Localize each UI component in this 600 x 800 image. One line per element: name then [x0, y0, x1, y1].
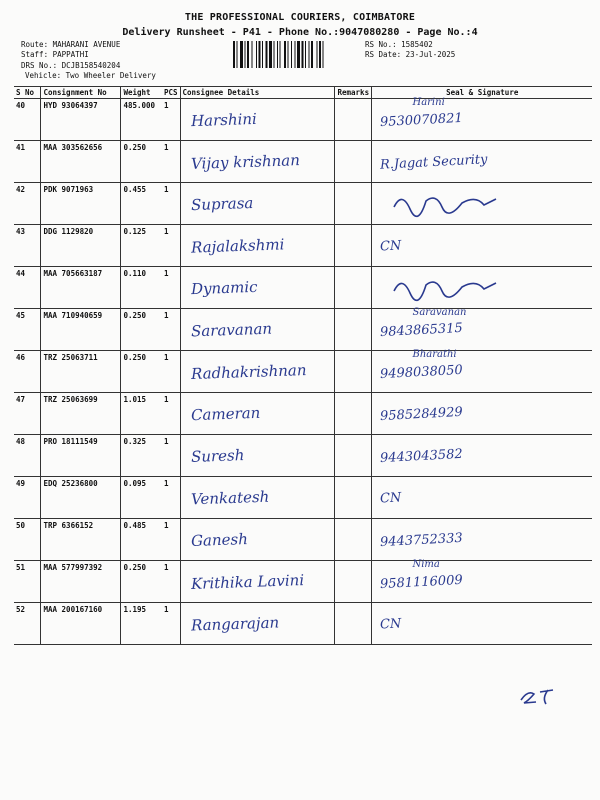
consignee-handwriting: Rangarajan: [190, 613, 279, 635]
consignee-handwriting: Krithika Lavini: [190, 571, 304, 593]
signature-handwriting: R.Jagat Security: [380, 152, 489, 173]
staff-label: Staff: PAPPATHI: [21, 50, 89, 59]
row-pcs: 1: [162, 435, 180, 477]
row-remarks: [335, 519, 372, 561]
row-remarks: [335, 561, 372, 603]
row-consignment: MAA 303562656: [41, 141, 121, 183]
row-remarks: [335, 435, 372, 477]
row-pcs: 1: [162, 225, 180, 267]
consignee-handwriting: Saravanan: [190, 319, 272, 341]
row-sno: 52: [14, 603, 41, 645]
table-row: [14, 183, 592, 225]
row-consignee: [180, 267, 335, 309]
row-weight: 485.000: [121, 99, 162, 141]
table-row: [14, 267, 592, 309]
row-signature: [372, 393, 592, 435]
signature-handwriting: CN: [380, 490, 403, 507]
consignee-handwriting: Suprasa: [190, 193, 254, 215]
signature-handwriting: 9530070821: [380, 110, 464, 131]
col-sno: S No: [14, 87, 41, 99]
signature-handwriting: 9581116009: [380, 572, 464, 593]
row-sno: 47: [14, 393, 41, 435]
consignee-handwriting: Venkatesh: [190, 487, 270, 509]
row-pcs: 1: [162, 477, 180, 519]
row-sno: 48: [14, 435, 41, 477]
row-consignee: [180, 561, 335, 603]
row-consignee: [180, 435, 335, 477]
row-weight: 0.455: [121, 183, 162, 225]
row-consignment: DDG 1129820: [41, 225, 121, 267]
row-remarks: [335, 351, 372, 393]
row-pcs: 1: [162, 267, 180, 309]
row-sno: 45: [14, 309, 41, 351]
row-consignment: PRO 18111549: [41, 435, 121, 477]
signature-handwriting: CN: [380, 238, 403, 255]
row-remarks: [335, 141, 372, 183]
row-consignment: PDK 9071963: [41, 183, 121, 225]
table-row: [14, 99, 592, 141]
row-sno: 43: [14, 225, 41, 267]
signature-note-handwriting: Bharathi: [412, 349, 457, 360]
row-consignee: [180, 225, 335, 267]
row-weight: 0.095: [121, 477, 162, 519]
row-consignee: [180, 477, 335, 519]
company-title: THE PROFESSIONAL COURIERS, COIMBATORE: [184, 12, 416, 23]
consignee-handwriting: Rajalakshmi: [190, 235, 285, 257]
row-signature: [372, 435, 592, 477]
row-signature: [372, 183, 592, 225]
row-remarks: [335, 267, 372, 309]
table-row: [14, 603, 592, 645]
row-pcs: 1: [162, 309, 180, 351]
drs-label: DRS No.: DCJB158540204: [21, 61, 121, 70]
row-signature: [372, 267, 592, 309]
signature-handwriting: 9585284929: [380, 404, 464, 425]
row-signature: [372, 351, 592, 393]
consignee-handwriting: Radhakrishnan: [190, 360, 307, 384]
table-row: [14, 477, 592, 519]
row-remarks: [335, 99, 372, 141]
row-remarks: [335, 603, 372, 645]
col-seal-signature: Seal & Signature: [372, 87, 592, 99]
consignee-handwriting: Cameran: [190, 403, 261, 425]
consignee-handwriting: Ganesh: [190, 530, 248, 550]
row-signature: [372, 141, 592, 183]
rs-date: RS Date: 23-Jul-2025: [365, 50, 456, 59]
row-sno: 44: [14, 267, 41, 309]
row-weight: 0.250: [121, 351, 162, 393]
row-pcs: 1: [162, 603, 180, 645]
row-weight: 0.110: [121, 267, 162, 309]
row-consignee: [180, 141, 335, 183]
signature-note-handwriting: Harini: [412, 97, 445, 108]
consignee-handwriting: Harshini: [190, 109, 257, 131]
row-consignment: MAA 710940659: [41, 309, 121, 351]
row-signature: [372, 477, 592, 519]
row-pcs: 1: [162, 141, 180, 183]
row-consignee: [180, 309, 335, 351]
col-pcs: PCS: [162, 87, 180, 99]
handwritten-page-mark: [518, 686, 558, 706]
route-label: Route: MAHARANI AVENUE: [21, 40, 121, 49]
row-consignee: [180, 519, 335, 561]
row-signature: [372, 225, 592, 267]
runsheet-subtitle: Delivery Runsheet - P41 - Phone No.:9047080280 - Page No.:4: [122, 27, 478, 38]
row-pcs: 1: [162, 519, 180, 561]
row-pcs: 1: [162, 183, 180, 225]
row-pcs: 1: [162, 393, 180, 435]
row-consignee: [180, 183, 335, 225]
row-consignment: EDQ 25236800: [41, 477, 121, 519]
row-sno: 42: [14, 183, 41, 225]
row-consignment: TRZ 25063711: [41, 351, 121, 393]
table-row: [14, 309, 592, 351]
table-header-row: [14, 87, 592, 99]
row-consignment: MAA 705663187: [41, 267, 121, 309]
row-signature: [372, 603, 592, 645]
row-sno: 50: [14, 519, 41, 561]
table-row: [14, 435, 592, 477]
col-consignment: Consignment No: [41, 87, 121, 99]
row-consignment: TRP 6366152: [41, 519, 121, 561]
rs-number: RS No.: 1585402: [365, 40, 433, 49]
row-consignment: HYD 93064397: [41, 99, 121, 141]
signature-handwriting: 9498038050: [380, 362, 464, 383]
row-weight: 0.250: [121, 561, 162, 603]
table-row: [14, 561, 592, 603]
row-signature: [372, 519, 592, 561]
signature-scribble: [392, 273, 502, 303]
signature-scribble: [392, 189, 502, 219]
table-row: [14, 393, 592, 435]
table-row: [14, 225, 592, 267]
row-remarks: [335, 477, 372, 519]
barcode: [233, 41, 358, 68]
row-consignee: [180, 99, 335, 141]
row-weight: 1.195: [121, 603, 162, 645]
row-remarks: [335, 309, 372, 351]
col-consignee: Consignee Details: [180, 87, 335, 99]
row-sno: 49: [14, 477, 41, 519]
signature-note-handwriting: Saravanan: [412, 307, 467, 318]
row-sno: 51: [14, 561, 41, 603]
row-consignment: MAA 577997392: [41, 561, 121, 603]
signature-handwriting: 9443752333: [380, 530, 464, 551]
row-weight: 0.125: [121, 225, 162, 267]
row-signature: [372, 309, 592, 351]
row-sno: 41: [14, 141, 41, 183]
signature-handwriting: 9443043582: [380, 446, 464, 467]
consignee-handwriting: Dynamic: [190, 277, 258, 299]
row-sno: 40: [14, 99, 41, 141]
table-row: [14, 519, 592, 561]
row-consignee: [180, 393, 335, 435]
row-weight: 0.325: [121, 435, 162, 477]
col-weight: Weight: [121, 87, 162, 99]
row-remarks: [335, 225, 372, 267]
row-weight: 0.485: [121, 519, 162, 561]
table-row: [14, 351, 592, 393]
row-weight: 1.015: [121, 393, 162, 435]
signature-note-handwriting: Nima: [412, 559, 440, 570]
row-signature: [372, 99, 592, 141]
signature-handwriting: 9843865315: [380, 320, 464, 341]
row-consignment: TRZ 25063699: [41, 393, 121, 435]
vehicle-label: Vehicle: Two Wheeler Delivery: [25, 71, 156, 80]
signature-handwriting: CN: [380, 616, 403, 633]
row-pcs: 1: [162, 99, 180, 141]
consignee-handwriting: Vijay krishnan: [190, 151, 300, 173]
row-remarks: [335, 183, 372, 225]
row-consignee: [180, 603, 335, 645]
runsheet-table: [14, 86, 592, 645]
row-signature: [372, 561, 592, 603]
row-pcs: 1: [162, 561, 180, 603]
row-consignment: MAA 200167160: [41, 603, 121, 645]
table-row: [14, 141, 592, 183]
row-remarks: [335, 393, 372, 435]
col-remarks: Remarks: [335, 87, 372, 99]
row-pcs: 1: [162, 351, 180, 393]
row-consignee: [180, 351, 335, 393]
row-weight: 0.250: [121, 309, 162, 351]
consignee-handwriting: Suresh: [190, 446, 245, 466]
row-sno: 46: [14, 351, 41, 393]
row-weight: 0.250: [121, 141, 162, 183]
